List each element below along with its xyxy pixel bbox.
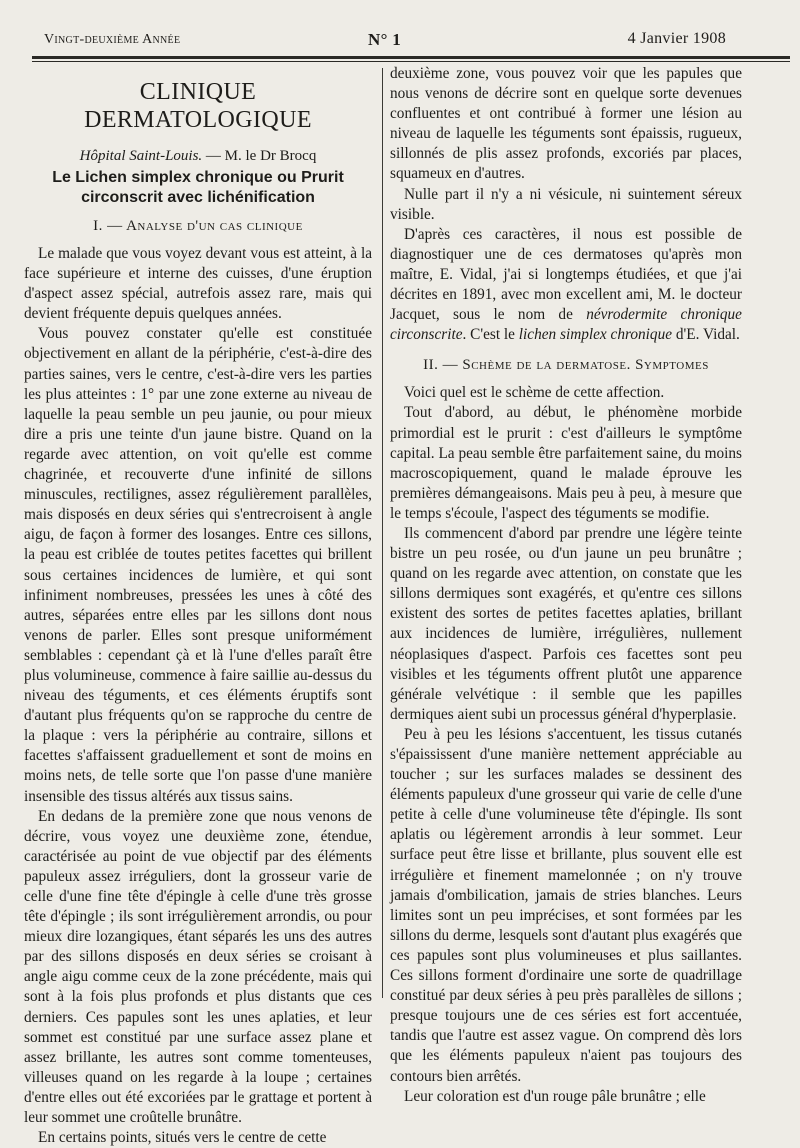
paragraph: Leur coloration est d'un rouge pâle brunâtre ; elle (404, 1087, 706, 1105)
header-rule-thin (32, 61, 790, 62)
part-heading-2: II. — Schème de la dermatose. Symptomes (423, 357, 709, 374)
paragraph: deuxième zone, vous pouvez voir que les papules que nous venons de décrire sont en quelque sorte devenues confluentes et ont contribué à former une lésion au niveau de laquelle les téguments sont épaissis, rugueux, sillonnés de plis assez profonds, excoriés par places, squameux en d'autres. (390, 65, 742, 183)
lecture-title: Le Lichen simplex chronique ou Prurit circonscrit avec lichénification (52, 169, 344, 206)
paragraph: Nulle part il n'y a ni vésicule, ni suintement séreux visible. (390, 185, 742, 223)
issue-number: N° 1 (368, 30, 402, 49)
text-run: d'E. Vidal. (672, 326, 740, 344)
running-head (44, 30, 726, 52)
paragraph: Tout d'abord, au début, le phénomène morbide primordial est le prurit : c'est d'ailleurs le symptôme capital. La peau semble être parfaitement saine, du moins macroscopiquement, quand le malade éprouve les premières démangeaisons. Mais peu à peu, à mesure que le temps s'écoule, l'aspect des téguments se modifie. (390, 404, 742, 522)
author-name: — M. le Dr Brocq (202, 148, 317, 164)
paragraph: Peu à peu les lésions s'accentuent, les tissus cutanés s'épaississent d'une manière nettement appréciable au toucher ; sur les surfaces malades se dessinent des éléments papuleux d'une grosseur qui varie de celle d'une petite à celle d'une volumineuse tête d'épingle. Ils sont aplatis ou légèrement arrondis à leur sommet. Leur surface peut être lisse et brillante, plus souvent elle est irrégulière et finement mamelonnée ; on n'y trouve jamais d'ombilication, jamais de stries blanches. Leurs limites sont un peu imprécises, et sont formées par les sillons du derme, lesquels sont d'autant plus exagérés que ces papules sont plus volumineuses et plus saillantes. Ces sillons forment d'ordinaire une sorte de quadrillage constitué par deux séries à peu près parallèles de sillons ; presque toujours une de ces séries est fort accentuée, tandis que l'autre est assez vague. On comprend dès lors que les éléments papuleux n'aient pas toujours des contours bien arrêtés. (390, 725, 742, 1085)
paragraph: Le malade que vous voyez devant vous est atteint, à la face supérieure et interne des cuisses, d'une éruption d'aspect assez spécial, autrefois assez rare, mais qui devient fréquente depuis quelques années. (24, 245, 372, 323)
paragraph: En certains points, situés vers le centre de cette (38, 1129, 327, 1147)
volume-year: Vingt-deuxième Année (44, 32, 181, 47)
paragraph: Voici quel est le schème de cette affection. (404, 384, 665, 402)
lecture-byline (24, 146, 372, 166)
left-column (24, 64, 372, 1148)
paragraph: En dedans de la première zone que nous venons de décrire, vous voyez une deuxième zone, étendue, caractérisée au point de vue objectif par des éléments papuleux assez irréguliers, dont la grosseur varie de celle d'une fine tête d'épingle à celle d'une très grosse tête d'épingle ; ils sont irrégulièrement arrondis, ou pour mieux dire lozangiques, étant séparés les uns des autres par des sillons disposés en deux séries se croisant à angle aigu comme ceux de la zone précédente, mais qui sont à la fois plus profonds et plus distants que ces derniers. Ces papules sont les unes aplaties, et leur sommet est constitué par une surface assez plane et assez brillante, les autres sont comme tomenteuses, villeuses quand on les regarde à la loupe ; certaines d'entre elles out été excoriées par le grattage et portent à leur sommet une croûtelle brunâtre. (24, 807, 372, 1127)
text-run: D'après ces caractères, il nous est possible de diagnostiquer une de ces dermatoses qu'après mon maître, E. Vidal, j'ai si longtemps étudiées, et que j'ai décrites en 1891, avec mon excellent ami, M. le docteur Jacquet, sous le nom de (390, 225, 742, 324)
italic-term: lichen simplex chronique (518, 326, 673, 344)
section-title: CLINIQUE DERMATOLOGIQUE (84, 79, 312, 133)
hospital-name: Hôpital Saint-Louis. (79, 148, 203, 164)
part-heading-1: I. — Analyse d'un cas clinique (93, 218, 303, 234)
issue-date: 4 Janvier 1908 (627, 30, 726, 47)
paragraph: Vous pouvez constater qu'elle est constituée objectivement en allant de la périphérie, c'est-à-dire des parties saines, vers le centre, c'est-à-dire vers les parties les plus atteintes : 1° par une zone externe au niveau de laquelle la peau semble un peu jaunie, ou pour mieux dire a pris une teinte d'un jaune bistre. Quand on la regarde avec attention, on voit qu'elle est comme chagrinée, et recouverte d'une infinité de sillons minuscules, rectilignes, assez régulièrement parallèles, mais disposés en deux séries qui s'entrecroisent à angle aigu, de façon à former des losanges. Entre ces sillons, la peau est criblée de toutes petites facettes qui brillent sous certaines incidences de lumière, et qui sont infiniment nombreuses, pressées les unes à côté des autres, séparées entre elles par les sillons dont nous venons de parler. Elles sont presque uniformément semblables : cependant çà et là l'une d'elles paraît être plus volumineuse, commence à faire saillie au-dessus du niveau des téguments, et ces éléments éruptifs sont d'autant plus fréquents qu'on se rapproche du centre de la plaque : vers la périphérie au contraire, sillons et facettes s'affaissent graduellement et sont de moins en moins nets, de telle sorte que l'on passe d'une manière insensible des tissus altérés aux tissus sains. (24, 325, 372, 805)
right-column (390, 64, 742, 1107)
column-divider (382, 68, 383, 998)
text-run: . C'est le (462, 326, 519, 344)
paragraph (390, 225, 742, 346)
paragraph: Ils commencent d'abord par prendre une légère teinte bistre un peu rosée, ou d'un jaune un peu brunâtre ; quand on les regarde avec attention, on constate que les sillons dermiques sont exagérés, et qu'entre ces sillons existent des sortes de petites facettes aplaties, brillant aux incidences de lumière, irrégulières, nullement néoplasiques d'aspect. Parfois ces facettes sont peu visibles et les téguments offrent plutôt une apparence générale velvétique : il semble que les papilles dermiques aient subi un processus général d'hyperplasie. (390, 524, 742, 723)
italic-term: névrodermite chronique circonscrite (390, 306, 742, 344)
header-rule-thick (32, 56, 790, 59)
